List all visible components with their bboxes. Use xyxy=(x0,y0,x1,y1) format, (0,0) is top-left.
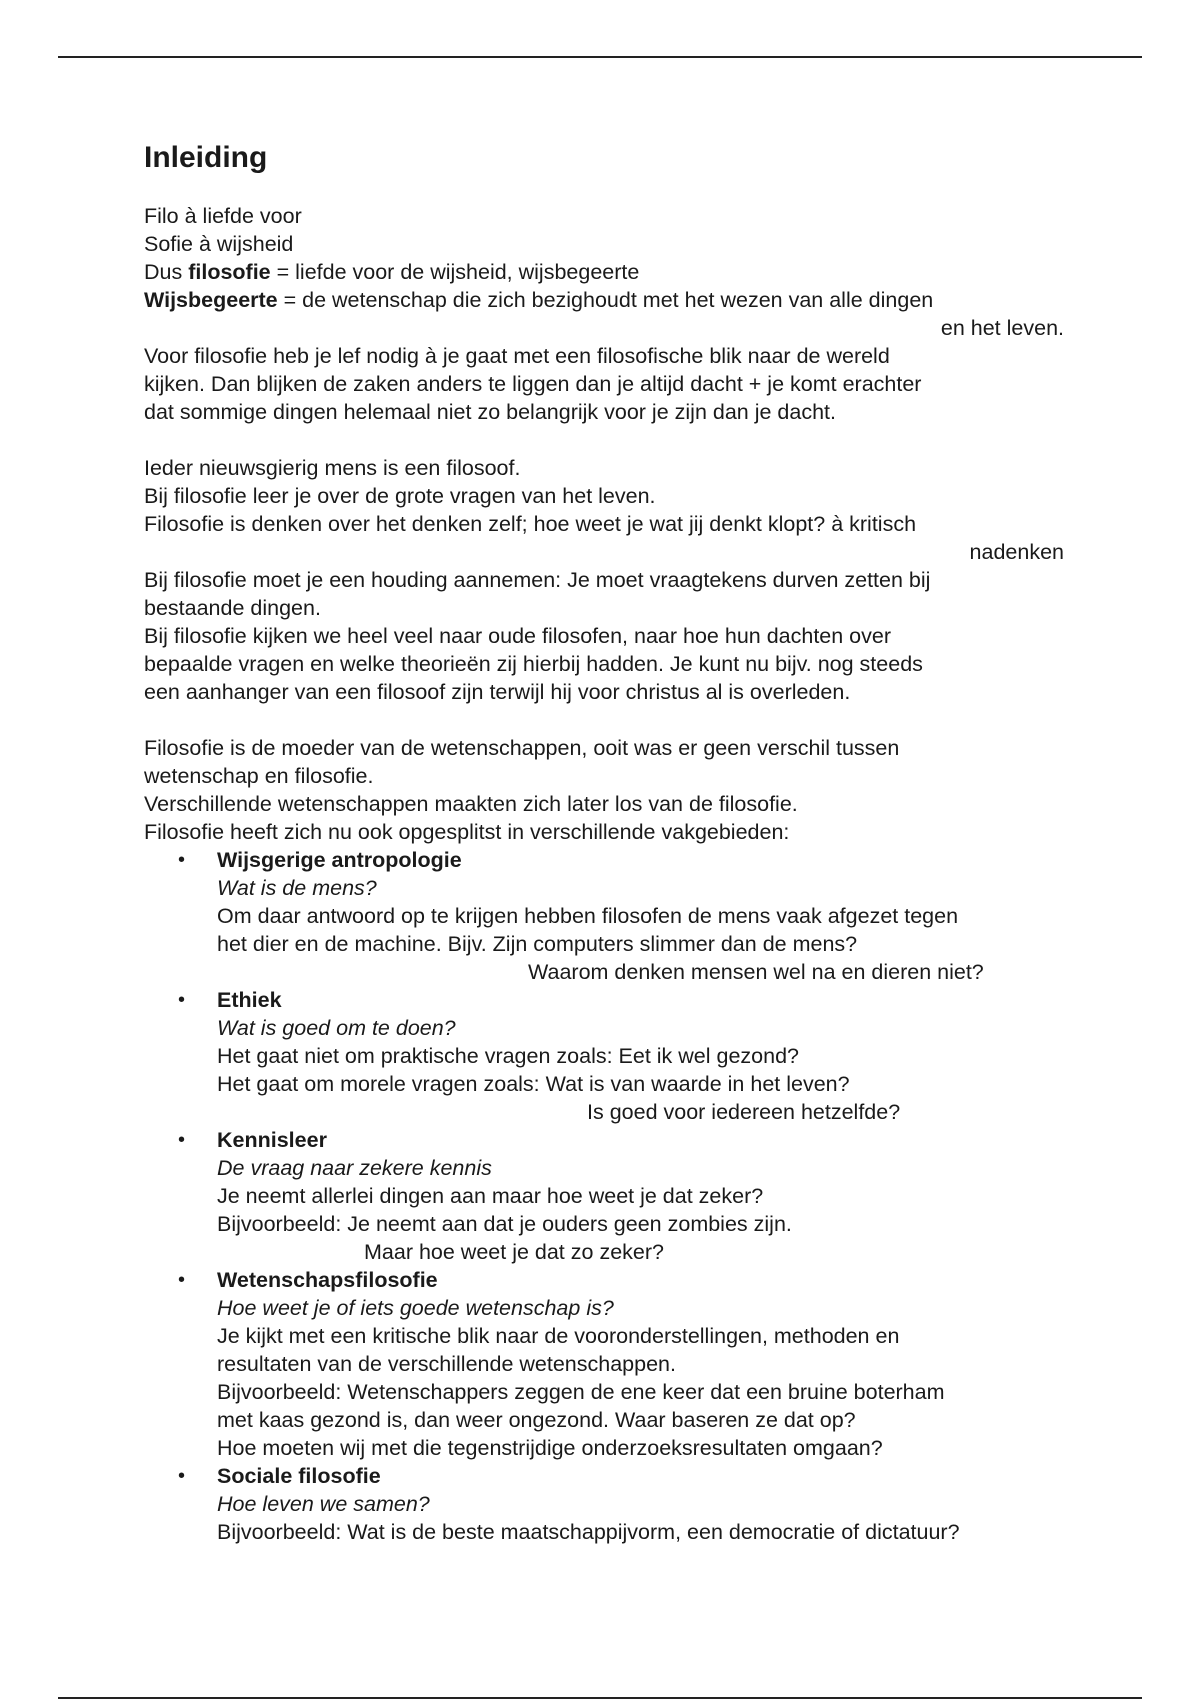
subfield-list xyxy=(144,846,1064,1546)
paragraph-line: Filosofie is denken over het denken zelf; hoe weet je wat jij denkt klopt? à kritisch xyxy=(144,512,917,536)
item-title: Sociale filosofie xyxy=(217,1464,381,1488)
paragraph-line: bepaalde vragen en welke theorieën zij hierbij hadden. Je kunt nu bijv. nog steeds xyxy=(144,652,923,676)
item-text: Bijvoorbeeld: Wat is de beste maatschappijvorm, een democratie of dictatuur? xyxy=(217,1520,960,1544)
term-filosofie: filosofie xyxy=(188,260,271,284)
intro-line-4-cont: en het leven. xyxy=(940,316,1064,340)
paragraph-line: bestaande dingen. xyxy=(144,596,321,620)
item-text: Maar hoe weet je dat zo zeker? xyxy=(364,1240,664,1264)
paragraph-line: Ieder nieuwsgierig mens is een filosoof. xyxy=(144,456,521,480)
item-text: Hoe moeten wij met die tegenstrijdige onderzoeksresultaten omgaan? xyxy=(217,1436,883,1460)
document-body xyxy=(144,140,1064,1546)
paragraph-line: Filosofie is de moeder van de wetenschappen, ooit was er geen verschil tussen xyxy=(144,736,900,760)
bullet-icon: • xyxy=(178,1129,186,1151)
item-text: Je kijkt met een kritische blik naar de vooronderstellingen, methoden en xyxy=(217,1324,900,1348)
list-item-antropologie xyxy=(144,846,1064,986)
paragraph-line: wetenschap en filosofie. xyxy=(144,764,374,788)
list-item-sociale-filosofie xyxy=(144,1462,1064,1546)
paragraph-line: Bij filosofie kijken we heel veel naar oude filosofen, naar hoe hun dachten over xyxy=(144,624,892,648)
item-title: Wijsgerige antropologie xyxy=(217,848,462,872)
paragraph-line: kijken. Dan blijken de zaken anders te liggen dan je altijd dacht + je komt erachter xyxy=(144,372,922,396)
bullet-icon: • xyxy=(178,849,186,871)
top-rule xyxy=(58,56,1142,58)
paragraph-line: een aanhanger van een filosoof zijn terwijl hij voor christus al is overleden. xyxy=(144,680,851,704)
item-title: Kennisleer xyxy=(217,1128,327,1152)
item-text: met kaas gezond is, dan weer ongezond. Waar baseren ze dat op? xyxy=(217,1408,856,1432)
paragraph-line: Verschillende wetenschappen maakten zich later los van de filosofie. xyxy=(144,792,798,816)
item-question: Wat is goed om te doen? xyxy=(217,1016,456,1040)
term-wijsbegeerte: Wijsbegeerte xyxy=(144,288,278,312)
item-text: Is goed voor iedereen hetzelfde? xyxy=(587,1100,901,1124)
bullet-icon: • xyxy=(178,989,186,1011)
item-text: Bijvoorbeeld: Je neemt aan dat je ouders geen zombies zijn. xyxy=(217,1212,792,1236)
item-question: Wat is de mens? xyxy=(217,876,377,900)
list-item-wetenschapsfilosofie xyxy=(144,1266,1064,1462)
item-text: Het gaat niet om praktische vragen zoals: Eet ik wel gezond? xyxy=(217,1044,800,1068)
text: = liefde voor de wijsheid, wijsbegeerte xyxy=(270,260,640,284)
item-text: resultaten van de verschillende wetenschappen. xyxy=(217,1352,676,1376)
paragraph-line: dat sommige dingen helemaal niet zo belangrijk voor je zijn dan je dacht. xyxy=(144,400,836,424)
item-text: Waarom denken mensen wel na en dieren niet? xyxy=(528,960,984,984)
intro-line-1: Filo à liefde voor xyxy=(144,204,302,228)
bottom-rule xyxy=(58,1697,1142,1699)
paragraph-line: Voor filosofie heb je lef nodig à je gaat met een filosofische blik naar de wereld xyxy=(144,344,890,368)
paragraph-line-cont: nadenken xyxy=(969,540,1064,564)
item-text: Je neemt allerlei dingen aan maar hoe weet je dat zeker? xyxy=(217,1184,764,1208)
list-item-kennisleer xyxy=(144,1126,1064,1266)
paragraph-line: Bij filosofie leer je over de grote vragen van het leven. xyxy=(144,484,656,508)
list-item-ethiek xyxy=(144,986,1064,1126)
intro-line-4 xyxy=(144,286,1064,314)
paragraph-line: Filosofie heeft zich nu ook opgesplitst in verschillende vakgebieden: xyxy=(144,820,790,844)
text: Dus xyxy=(144,260,189,284)
item-text: Het gaat om morele vragen zoals: Wat is van waarde in het leven? xyxy=(217,1072,850,1096)
item-question: Hoe leven we samen? xyxy=(217,1492,430,1516)
item-text: Om daar antwoord op te krijgen hebben filosofen de mens vaak afgezet tegen xyxy=(217,904,959,928)
item-title: Wetenschapsfilosofie xyxy=(217,1268,438,1292)
intro-line-3 xyxy=(144,258,1064,286)
item-text: Bijvoorbeeld: Wetenschappers zeggen de ene keer dat een bruine boterham xyxy=(217,1380,945,1404)
bullet-icon: • xyxy=(178,1465,186,1487)
paragraph-line: Bij filosofie moet je een houding aannemen: Je moet vraagtekens durven zetten bij xyxy=(144,568,931,592)
item-text: het dier en de machine. Bijv. Zijn computers slimmer dan de mens? xyxy=(217,932,858,956)
item-question: De vraag naar zekere kennis xyxy=(217,1156,492,1180)
bullet-icon: • xyxy=(178,1269,186,1291)
item-question: Hoe weet je of iets goede wetenschap is? xyxy=(217,1296,614,1320)
intro-line-2: Sofie à wijsheid xyxy=(144,232,294,256)
item-title: Ethiek xyxy=(217,988,282,1012)
text: = de wetenschap die zich bezighoudt met het wezen van alle dingen xyxy=(277,288,934,312)
page-title: Inleiding xyxy=(144,141,268,174)
